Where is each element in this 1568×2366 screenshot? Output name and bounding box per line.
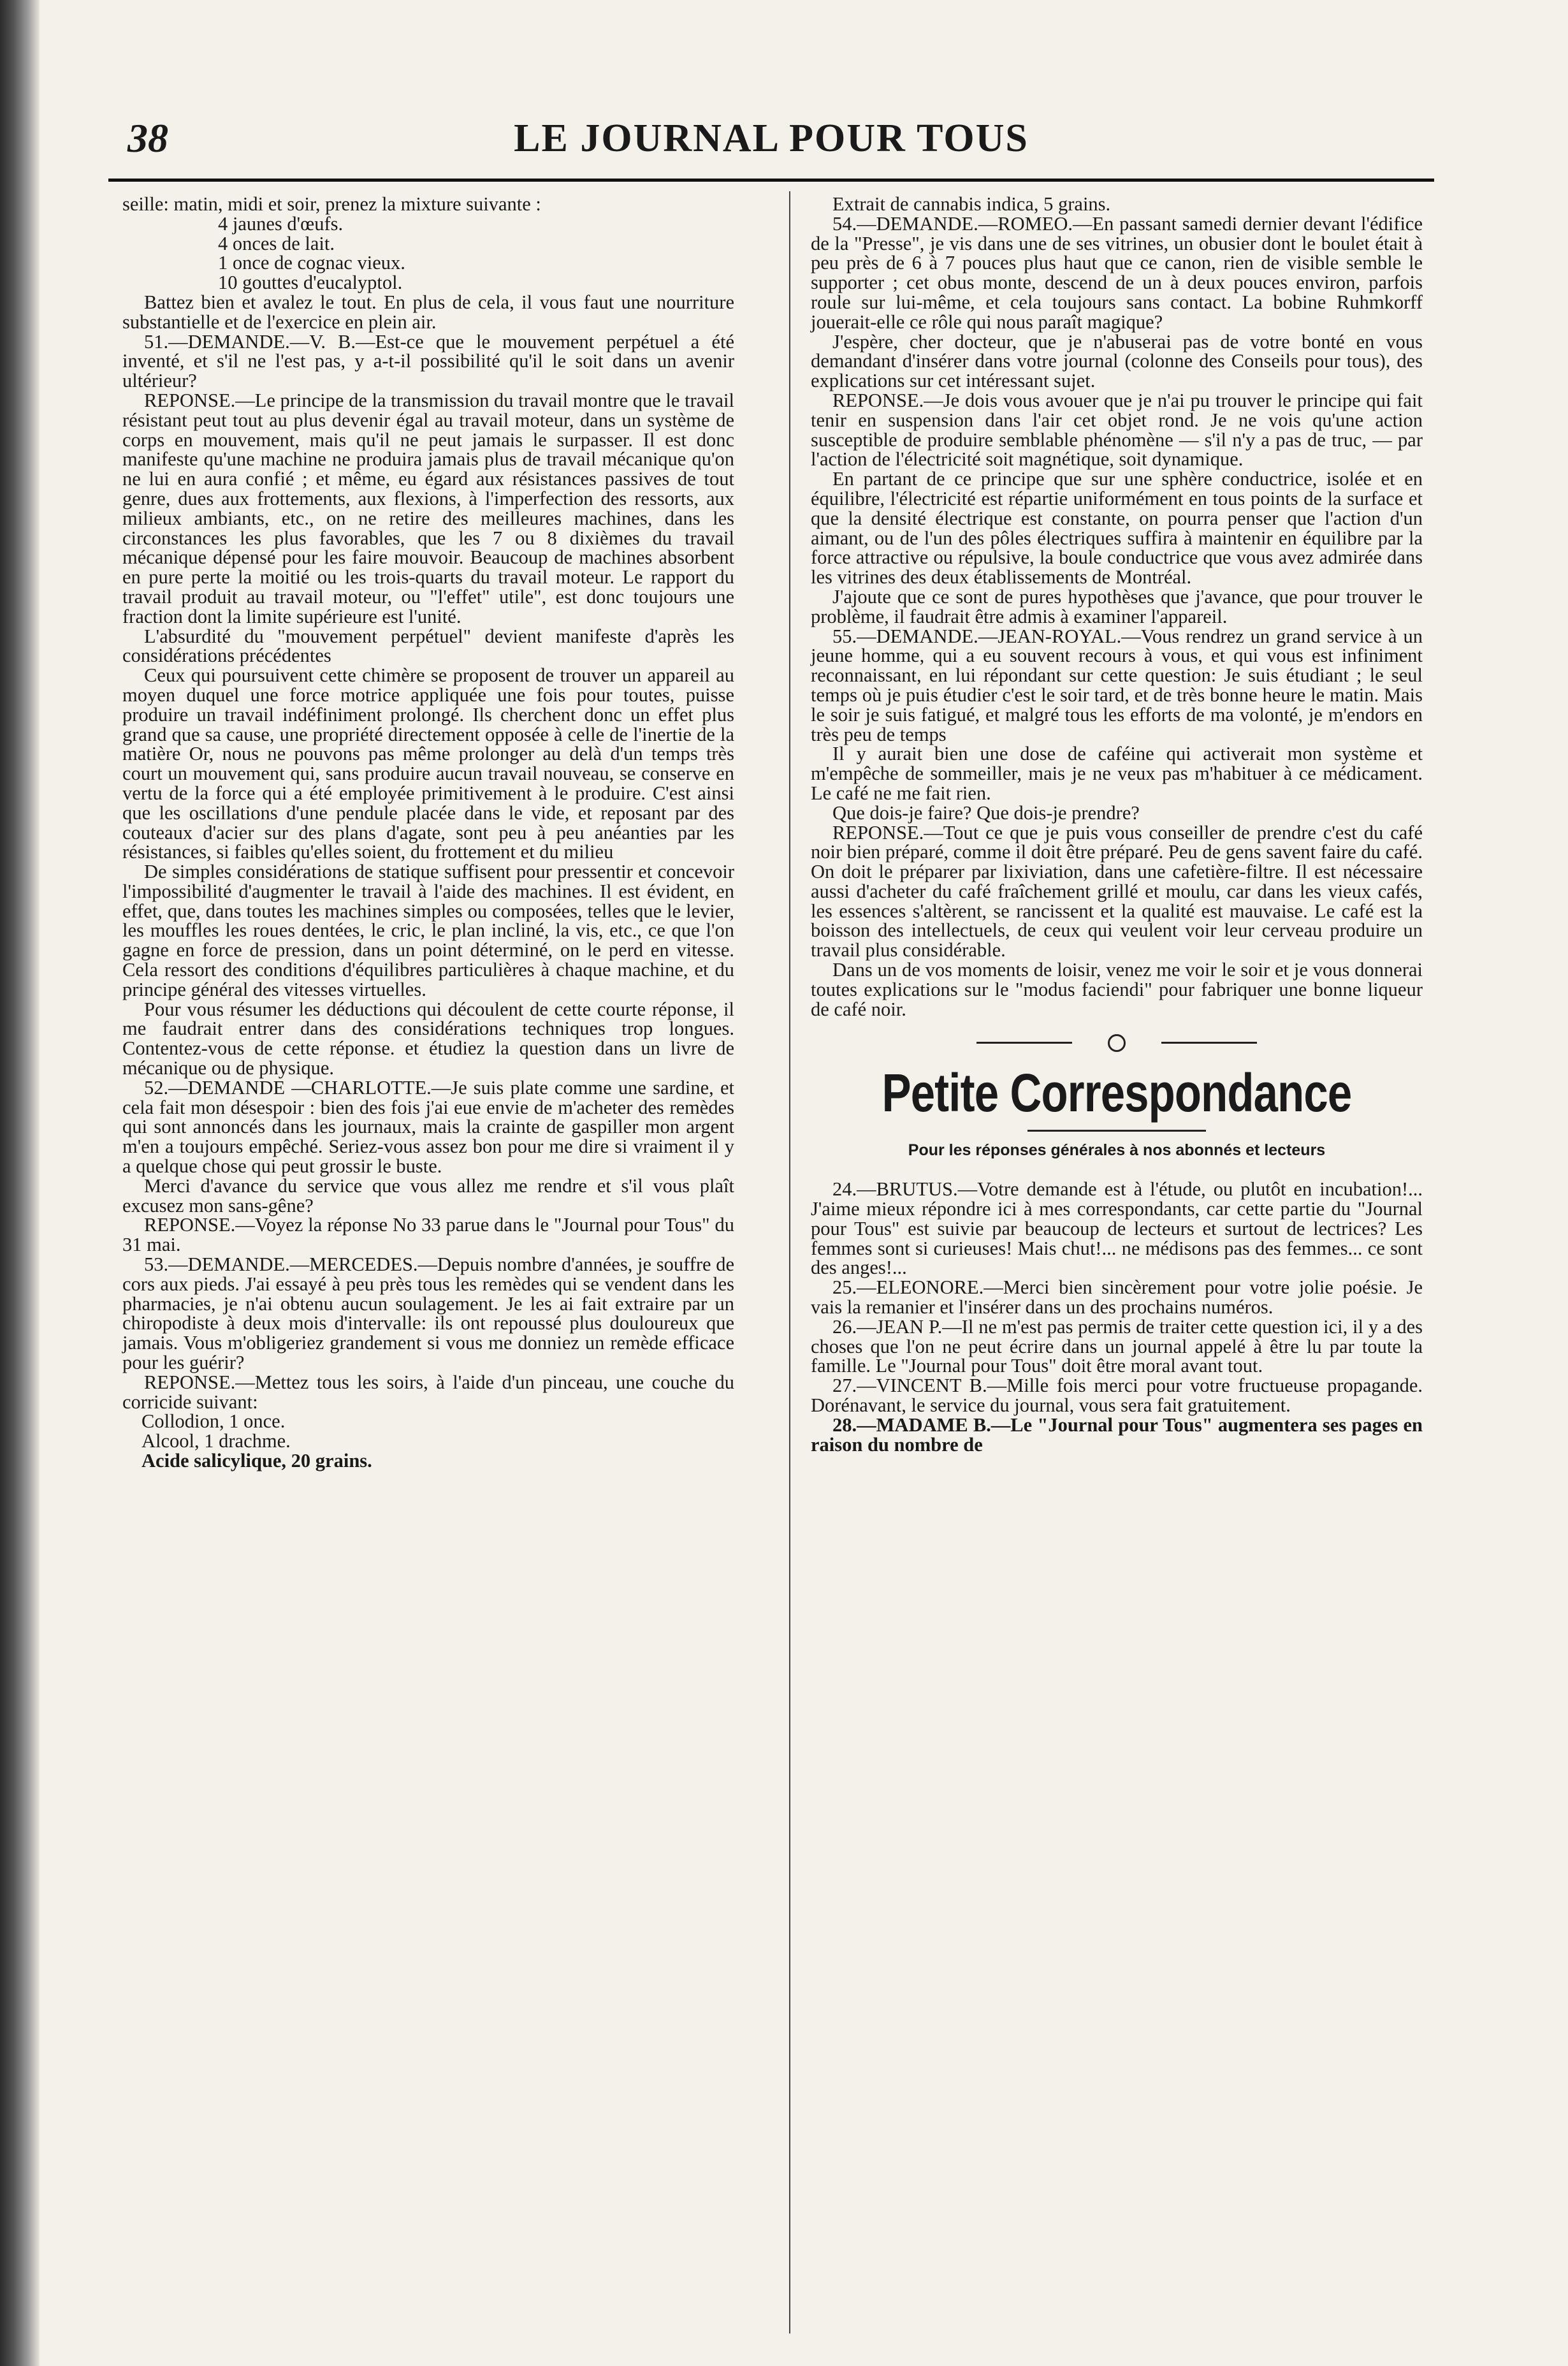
- right-paragraph: REPONSE.—Je dois vous avouer que je n'ai pu trouver le principe qui fait tenir en suspension dans l'air cet objet rond. Je ne vois qu'une action susceptible de produire semblable phénomène — s'il n'y a pas de truc, — par l'action de l'électricité soit magnétique, soit dynamique.: [811, 389, 1423, 471]
- left-paragraph: REPONSE.—Voyez la réponse No 33 parue dans le "Journal pour Tous" du 31 mai.: [122, 1214, 734, 1256]
- right-column: [811, 194, 1423, 1454]
- ornament-line-left: [976, 1042, 1072, 1044]
- section-ornament: [811, 1033, 1423, 1052]
- left-paragraph: Battez bien et avalez le tout. En plus de cela, il vous faut une nourriture substantielle et de l'exercice en plein air.: [122, 291, 734, 333]
- left-paragraph: Merci d'avance du service que vous allez me rendre et s'il vous plaît excusez mon sans-gêne?: [122, 1174, 734, 1216]
- ornament-circle: [1108, 1034, 1126, 1052]
- left-paragraph: REPONSE.—Le principe de la transmission du travail montre que le travail résistant peut tout au plus devenir égal au travail moteur, dans un système de corps en mouvement, mais qu'il ne peut jamais le surpasser. Il est donc manifeste qu'une machine ne produira jamais plus de travail mécanique qu'on ne lui en aura confié ; et même, eu égard aux résistances passives de tout genre, dues aux frottements, aux flexions, à l'imperfection des ressorts, aux milieux ambiants, etc., on ne retire des meilleures machines, dans les circonstances les plus favorables, que les 7 ou 8 dixièmes du travail mécanique dépensé pour les faire mouvoir. Beaucoup de machines absorbent en pure perte la moitié ou les trois-quarts du travail moteur. Le rapport du travail produit au travail moteur, ou "l'effet" utile", est donc toujours une fraction dont la limite supérieure est l'unité.: [122, 389, 734, 627]
- right-paragraph: Il y aurait bien une dose de caféine qui activerait mon système et m'empêche de sommeiller, mais je ne veux pas m'habituer à ce médicament. Le café ne me fait rien.: [811, 743, 1423, 804]
- right-paragraph: J'ajoute que ce sont de pures hypothèses que j'avance, que pour trouver le problème, il faudrait être admis à examiner l'appareil.: [811, 585, 1423, 627]
- page-number: 38: [127, 115, 168, 161]
- left-paragraph: Pour vous résumer les déductions qui découlent de cette courte réponse, il me faudrait entrer dans des considérations techniques trop longues. Contentez-vous de cette réponse. et étudiez la question dans un livre de mécanique ou de physique.: [122, 998, 734, 1079]
- correspondance-entry: 27.—VINCENT B.—Mille fois merci pour votre fructueuse propagande. Dorénavant, le service du journal, vous sera fait gratuitement.: [811, 1375, 1423, 1417]
- column-divider: [789, 191, 790, 2333]
- petite-correspondance-title: Petite Correspondance: [882, 1063, 1352, 1123]
- ornament-line-right: [1161, 1042, 1257, 1044]
- left-paragraph: 1 once de cognac vieux.: [218, 252, 405, 274]
- left-paragraph: L'absurdité du "mouvement perpétuel" devient manifeste d'après les considérations précédentes: [122, 625, 734, 667]
- section-rule: [1027, 1130, 1206, 1132]
- correspondance-entry: 28.—MADAME B.—Le "Journal pour Tous" augmentera ses pages en raison du nombre de: [811, 1413, 1423, 1456]
- left-paragraph: seille: matin, midi et soir, prenez la mixture suivante :: [122, 193, 541, 215]
- journal-title: LE JOURNAL POUR TOUS: [514, 117, 1029, 160]
- right-paragraph: Que dois-je faire? Que dois-je prendre?: [832, 801, 1140, 824]
- correspondance-entry: 24.—BRUTUS.—Votre demande est à l'étude, ou plutôt en incubation!... J'aime mieux répondre ici à mes correspondants, car cette partie du "Journal pour Tous" est suivie par beaucoup de lecteurs et surtout de lectrices? Les femmes sont si curieuses! Mais chut!... ne médisons pas des femmes... ce sont des anges!...: [811, 1178, 1423, 1279]
- right-paragraph: 54.—DEMANDE.—ROMEO.—En passant samedi dernier devant l'édifice de la "Presse", je vis dans une de ses vitrines, un obusier dont le boulet était à peu près de 6 à 7 pouces plus haut que ce canon, rien de visible semble le supporter ; cet obus monte, descend de un à deux pouces environ, parfois roule sur lui-même, et cela toujours sans contact. La bobine Ruhmkorff jouerait-elle ce rôle qui nous paraît magique?: [811, 212, 1423, 333]
- right-paragraph: Extrait de cannabis indica, 5 grains.: [832, 193, 1111, 215]
- correspondance-entry: 25.—ELEONORE.—Merci bien sincèrement pour votre jolie poésie. Je vais la remanier et l'insérer dans un des prochains numéros.: [811, 1276, 1423, 1318]
- left-paragraph: REPONSE.—Mettez tous les soirs, à l'aide d'un pinceau, une couche du corricide suivant:: [122, 1371, 734, 1413]
- correspondance-entry: 26.—JEAN P.—Il ne m'est pas permis de traiter cette question ici, il y a des choses que l'on ne peut écrire dans un journal appelé à être lu par toute la famille. Le "Journal pour Tous" doit être moral avant tout.: [811, 1315, 1423, 1377]
- petite-correspondance-subtitle: Pour les réponses générales à nos abonnés et lecteurs: [908, 1141, 1326, 1160]
- right-paragraph: 55.—DEMANDE.—JEAN-ROYAL.—Vous rendrez un grand service à un jeune homme, qui a eu souvent recours à vous, et qui vous est infiniment reconnaissant, en lui répondant sur cette question: Je suis étudiant ; le seul temps où je puis étudier c'est le soir tard, et de très bonne heure le matin. Mais le soir je suis fatigué, et malgré tous les efforts de ma volonté, je m'endors en très peu de temps: [811, 625, 1423, 745]
- left-paragraph: 53.—DEMANDE.—MERCEDES.—Depuis nombre d'années, je souffre de cors aux pieds. J'ai essayé à peu près tous les remèdes qui se vendent dans les pharmacies, je n'ai obtenu aucun soulagement. Je les ai fait extraire par un chiropodiste à deux mois d'intervalle: ils ont repoussé plus douloureux que jamais. Vous m'obligeriez grandement si vous me donniez un remède efficace pour les guérir?: [122, 1253, 734, 1374]
- left-paragraph: Acide salicylique, 20 grains.: [142, 1450, 372, 1471]
- left-paragraph: 10 gouttes d'eucalyptol.: [218, 272, 403, 294]
- right-paragraph: J'espère, cher docteur, que je n'abuserai pas de votre bonté en vous demandant d'insérer dans votre journal (colonne des Conseils pour tous), des explications sur cet intéressant sujet.: [811, 330, 1423, 392]
- left-paragraph: De simples considérations de statique suffisent pour pressentir et concevoir l'impossibilité d'augmenter le travail à l'aide des machines. Il est évident, en effet, que, dans toutes les machines simples ou composées, telles que le levier, les mouffles les roues dentées, le cric, le plan incliné, la vis, etc., ce que l'on gagne en force de pression, dans un point déterminé, on le perd en vitesse. Cela ressort des conditions d'équilibres particulières à chaque machine, et du principe général des vitesses virtuelles.: [122, 861, 734, 1000]
- left-paragraph: Alcool, 1 drachme.: [142, 1430, 291, 1452]
- right-paragraph: Dans un de vos moments de loisir, venez me voir le soir et je vous donnerai toutes explications sur le "modus faciendi" pour fabriquer une bonne liqueur de café noir.: [811, 959, 1423, 1020]
- left-paragraph: 52.—DEMANDE —CHARLOTTE.—Je suis plate comme une sardine, et cela fait mon désespoir : bien des fois j'ai eue envie de m'acheter des remèdes qui sont annoncés dans les journaux, mais la crainte de gaspiller mon argent m'en a toujours empêché. Seriez-vous assez bon pour me dire si vraiment il y a quelque chose qui peut grossir le buste.: [122, 1076, 734, 1178]
- page-header: [108, 108, 1434, 182]
- left-paragraph: 51.—DEMANDE.—V. B.—Est-ce que le mouvement perpétuel a été inventé, et s'il ne l'est pas, y a-t-il possibilité qu'il le soit dans un avenir ultérieur?: [122, 330, 734, 392]
- right-paragraph: REPONSE.—Tout ce que je puis vous conseiller de prendre c'est du café noir bien préparé, comme il doit être préparé. Peu de gens savent faire du café. On doit le préparer par lixiviation, dans une cafetière-filtre. Il est nécessaire aussi d'acheter du café fraîchement grillé et moulu, car dans les vieux cafés, les essences s'altèrent, se rancissent et la qualité est mauvaise. Le café est la boisson des intellectuels, de ceux qui veulent voir leur cerveau produire un travail plus considérable.: [811, 821, 1423, 961]
- left-paragraph: Collodion, 1 once.: [142, 1410, 286, 1433]
- left-paragraph: Ceux qui poursuivent cette chimère se proposent de trouver un appareil au moyen duquel une force motrice appliquée une fois pour toutes, puisse produire un travail indéfiniment prolongé. Ils cherchent donc un effet plus grand que sa cause, une propriété directement opposée à celle de l'inertie de la matière Or, nous ne pouvons pas même prolonger au delà d'un temps très court un mouvement qui, sans produire aucun travail nouveau, se conserve en vertu de la force qui a été employée primitivement à le produire. C'est ainsi que les oscillations d'une pendule placée dans le vide, et reposant par des couteaux d'acier sur des plans d'agate, sont peu à peu anéanties par les résistances, si faibles qu'elles soient, du frottement et du milieu: [122, 664, 734, 863]
- left-paragraph: 4 onces de lait.: [218, 232, 335, 254]
- page-binding-edge: [0, 0, 40, 2366]
- right-paragraph: En partant de ce principe que sur une sphère conductrice, isolée et en équilibre, l'électricité est répartie uniformément en tous points de la surface et que la densité électrique est constante, on pourra penser que l'action d'un aimant, ou de l'un des pôles électriques suffira à maintenir en équilibre par la force attractive ou répulsive, la boule conductrice que vous avez admirée dans les vitrines des deux établissements de Montréal.: [811, 468, 1423, 588]
- left-paragraph: 4 jaunes d'œufs.: [218, 212, 344, 235]
- left-column: [122, 194, 734, 1471]
